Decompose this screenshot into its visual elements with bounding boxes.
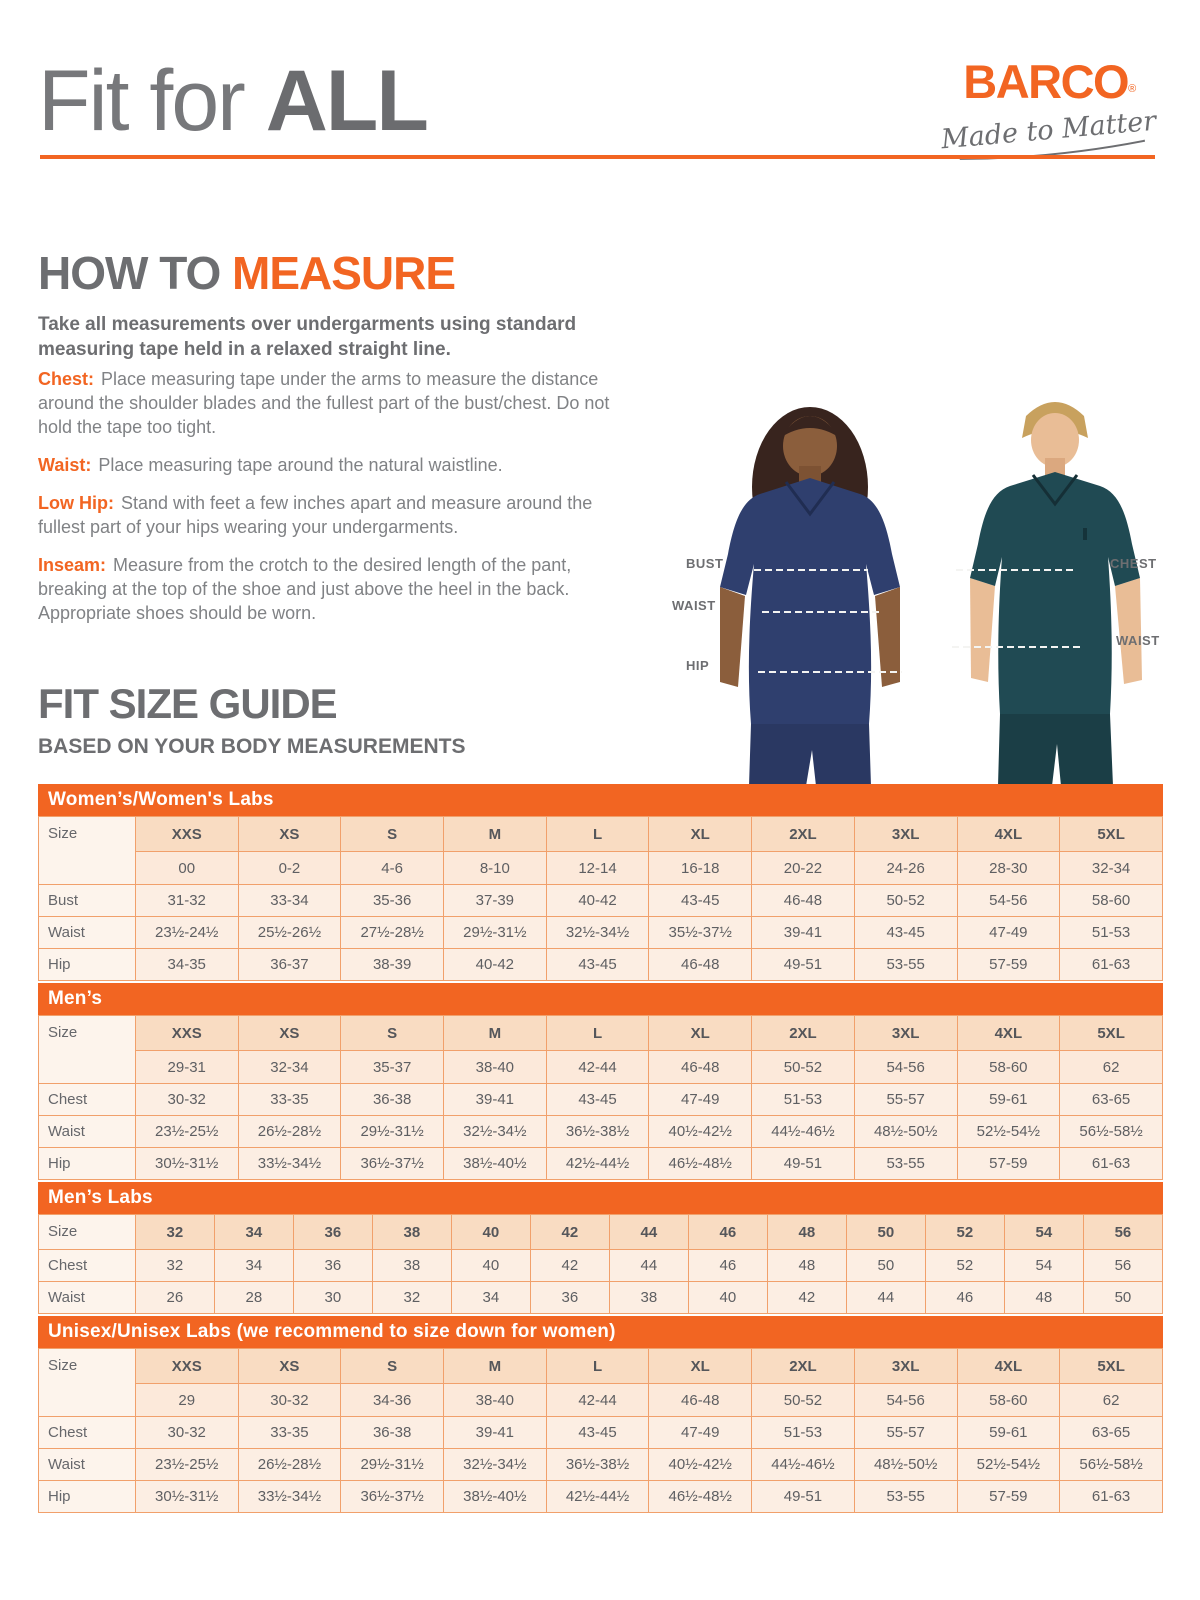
size-header-cell: 50 (846, 1215, 925, 1250)
measure-value-cell: 44½-46½ (752, 1116, 855, 1148)
size-range-cell: 35-37 (341, 1051, 444, 1084)
size-header-cell: XS (238, 1016, 341, 1051)
measure-value-cell: 42½-44½ (546, 1148, 649, 1180)
measure-value-cell: 49-51 (752, 1148, 855, 1180)
measure-value-cell: 43-45 (546, 1417, 649, 1449)
waist-right-label: WAIST (1116, 633, 1160, 648)
size-header-cell: S (341, 1349, 444, 1384)
measure-value-cell: 38½-40½ (443, 1481, 546, 1513)
measure-value-cell: 53-55 (854, 1148, 957, 1180)
measure-value-cell: 42 (767, 1282, 846, 1314)
size-range-cell: 4-6 (341, 852, 444, 885)
measure-value-cell: 40½-42½ (649, 1116, 752, 1148)
measure-value-cell: 40 (688, 1282, 767, 1314)
measure-value-cell: 61-63 (1060, 1148, 1163, 1180)
size-range-cell: 42-44 (546, 1384, 649, 1417)
step-waist: Waist: Place measuring tape around the natural waistline. (38, 454, 503, 475)
measure-value-cell: 37-39 (443, 885, 546, 917)
size-header-cell: L (546, 1016, 649, 1051)
size-header-cell: M (443, 1016, 546, 1051)
size-header-cell: L (546, 1349, 649, 1384)
size-header-cell: 3XL (854, 1349, 957, 1384)
size-header-cell: 34 (214, 1215, 293, 1250)
models-illustration (650, 382, 1200, 786)
measure-value-cell: 34 (214, 1250, 293, 1282)
size-header-cell: 46 (688, 1215, 767, 1250)
size-range-cell: 50-52 (752, 1384, 855, 1417)
measure-value-cell: 33-35 (238, 1417, 341, 1449)
size-header-cell: M (443, 1349, 546, 1384)
measure-value-cell: 56 (1083, 1250, 1162, 1282)
measure-value-cell: 52½-54½ (957, 1116, 1060, 1148)
measure-value-cell: 39-41 (752, 917, 855, 949)
model-woman (720, 407, 900, 786)
size-header-cell: 40 (451, 1215, 530, 1250)
hip-label: HIP (686, 658, 710, 673)
size-header-cell: 4XL (957, 1349, 1060, 1384)
size-range-cell: 32-34 (238, 1051, 341, 1084)
measure-value-cell: 44½-46½ (752, 1449, 855, 1481)
measure-value-cell: 50 (1083, 1282, 1162, 1314)
measure-value-cell: 47-49 (957, 917, 1060, 949)
measure-value-cell: 55-57 (854, 1417, 957, 1449)
chest-label: CHEST (1110, 556, 1157, 571)
measure-value-cell: 44 (609, 1250, 688, 1282)
size-header-cell: 48 (767, 1215, 846, 1250)
size-header-cell: 54 (1004, 1215, 1083, 1250)
how-to-measure-heading: HOW TO MEASURE (38, 247, 456, 299)
measure-value-cell: 39-41 (443, 1417, 546, 1449)
measure-value-cell: 38½-40½ (443, 1148, 546, 1180)
measure-value-cell: 61-63 (1060, 1481, 1163, 1513)
measure-value-cell: 54-56 (957, 885, 1060, 917)
measure-value-cell: 50 (846, 1250, 925, 1282)
measure-value-cell: 51-53 (752, 1417, 855, 1449)
size-tables (38, 784, 1163, 1515)
size-header-cell: 52 (925, 1215, 1004, 1250)
measure-value-cell: 57-59 (957, 1481, 1060, 1513)
size-range-cell: 00 (135, 852, 238, 885)
size-header-cell: XS (238, 817, 341, 852)
measure-value-cell: 63-65 (1060, 1417, 1163, 1449)
size-header-cell: 5XL (1060, 1349, 1163, 1384)
size-header-cell: 3XL (854, 1016, 957, 1051)
size-range-cell: 29 (135, 1384, 238, 1417)
size-column-label: Size (39, 1215, 136, 1250)
size-range-cell: 58-60 (957, 1051, 1060, 1084)
measure-value-cell: 40-42 (546, 885, 649, 917)
measure-value-cell: 63-65 (1060, 1084, 1163, 1116)
size-range-cell: 50-52 (752, 1051, 855, 1084)
size-range-cell: 42-44 (546, 1051, 649, 1084)
size-header-cell: 56 (1083, 1215, 1162, 1250)
measure-row-label: Waist (39, 1449, 136, 1481)
size-table-section (38, 983, 1163, 1180)
step-low-hip: Low Hip: Stand with feet a few inches apart and measure around the fullest part of your hips wearing your undergarments. (38, 492, 593, 537)
size-range-cell: 28-30 (957, 852, 1060, 885)
size-header-cell: 5XL (1060, 1016, 1163, 1051)
size-range-cell: 32-34 (1060, 852, 1163, 885)
size-range-cell: 62 (1060, 1384, 1163, 1417)
measure-value-cell: 51-53 (752, 1084, 855, 1116)
size-header-cell: XS (238, 1349, 341, 1384)
table-title-band: Unisex/Unisex Labs (we recommend to size down for women) (38, 1316, 1163, 1348)
size-header-cell: 4XL (957, 817, 1060, 852)
table-title-band: Women’s/Women's Labs (38, 784, 1163, 816)
fit-size-guide-heading: FIT SIZE GUIDE (38, 680, 337, 727)
barco-logo (940, 55, 1158, 163)
size-range-cell: 12-14 (546, 852, 649, 885)
measure-value-cell: 36 (530, 1282, 609, 1314)
measure-value-cell: 40 (451, 1250, 530, 1282)
measure-value-cell: 43-45 (546, 949, 649, 981)
size-range-cell: 24-26 (854, 852, 957, 885)
measure-value-cell: 43-45 (854, 917, 957, 949)
measure-value-cell: 23½-24½ (135, 917, 238, 949)
measure-value-cell: 57-59 (957, 1148, 1060, 1180)
measure-value-cell: 35-36 (341, 885, 444, 917)
size-range-cell: 38-40 (443, 1384, 546, 1417)
size-header-cell: S (341, 817, 444, 852)
measure-value-cell: 33-34 (238, 885, 341, 917)
measure-value-cell: 56½-58½ (1060, 1449, 1163, 1481)
size-header-cell: XXS (135, 817, 238, 852)
measure-value-cell: 30-32 (135, 1417, 238, 1449)
measure-steps (38, 368, 643, 639)
measure-value-cell: 38-39 (341, 949, 444, 981)
measure-value-cell: 29½-31½ (443, 917, 546, 949)
page-title-regular: Fit for (38, 53, 266, 149)
measure-row-label: Waist (39, 917, 136, 949)
size-range-cell: 38-40 (443, 1051, 546, 1084)
measure-value-cell: 40½-42½ (649, 1449, 752, 1481)
measure-value-cell: 43-45 (546, 1084, 649, 1116)
measure-value-cell: 36½-37½ (341, 1148, 444, 1180)
measure-value-cell: 23½-25½ (135, 1449, 238, 1481)
size-range-cell: 46-48 (649, 1051, 752, 1084)
measure-row-label: Hip (39, 1481, 136, 1513)
measure-value-cell: 23½-25½ (135, 1116, 238, 1148)
bust-label: BUST (686, 556, 724, 571)
measure-value-cell: 29½-31½ (341, 1116, 444, 1148)
measure-value-cell: 50-52 (854, 885, 957, 917)
measure-value-cell: 42 (530, 1250, 609, 1282)
measure-value-cell: 56½-58½ (1060, 1116, 1163, 1148)
size-range-cell: 54-56 (854, 1384, 957, 1417)
size-range-cell: 34-36 (341, 1384, 444, 1417)
page-title-bold: ALL (265, 53, 427, 149)
measure-value-cell: 40-42 (443, 949, 546, 981)
measure-row-label: Waist (39, 1116, 136, 1148)
measure-value-cell: 42½-44½ (546, 1481, 649, 1513)
measure-value-cell: 48 (767, 1250, 846, 1282)
measure-value-cell: 30 (293, 1282, 372, 1314)
size-table-section (38, 1316, 1163, 1513)
size-header-cell: 36 (293, 1215, 372, 1250)
size-table-section (38, 784, 1163, 981)
size-header-cell: 44 (609, 1215, 688, 1250)
measure-value-cell: 46 (925, 1282, 1004, 1314)
size-header-cell: M (443, 817, 546, 852)
size-header-cell: 3XL (854, 817, 957, 852)
size-table (38, 1015, 1163, 1180)
table-title-band: Men’s Labs (38, 1182, 1163, 1214)
measure-value-cell: 36½-38½ (546, 1449, 649, 1481)
size-range-cell: 29-31 (135, 1051, 238, 1084)
measure-value-cell: 34-35 (135, 949, 238, 981)
measure-value-cell: 54 (1004, 1250, 1083, 1282)
measure-value-cell: 55-57 (854, 1084, 957, 1116)
size-table (38, 1348, 1163, 1513)
measure-value-cell: 36½-38½ (546, 1116, 649, 1148)
measure-value-cell: 36-38 (341, 1417, 444, 1449)
measure-row-label: Waist (39, 1282, 136, 1314)
measure-value-cell: 33½-34½ (238, 1481, 341, 1513)
measure-value-cell: 30-32 (135, 1084, 238, 1116)
measure-value-cell: 49-51 (752, 1481, 855, 1513)
measure-value-cell: 36-38 (341, 1084, 444, 1116)
measure-value-cell: 46-48 (649, 949, 752, 981)
size-range-cell: 58-60 (957, 1384, 1060, 1417)
measure-value-cell: 61-63 (1060, 949, 1163, 981)
measure-value-cell: 39-41 (443, 1084, 546, 1116)
size-header-cell: XXS (135, 1349, 238, 1384)
measure-value-cell: 31-32 (135, 885, 238, 917)
measure-value-cell: 33-35 (238, 1084, 341, 1116)
measure-value-cell: 48½-50½ (854, 1116, 957, 1148)
measure-intro-text: Take all measurements over undergarments using standard measuring tape held in a relaxed straight line. (38, 314, 577, 361)
size-header-cell: 42 (530, 1215, 609, 1250)
measure-value-cell: 38 (372, 1250, 451, 1282)
measure-value-cell: 46-48 (752, 885, 855, 917)
size-range-cell: 54-56 (854, 1051, 957, 1084)
size-header-cell: L (546, 817, 649, 852)
measure-value-cell: 32½-34½ (443, 1449, 546, 1481)
size-range-cell: 30-32 (238, 1384, 341, 1417)
measure-value-cell: 52 (925, 1250, 1004, 1282)
measure-value-cell: 51-53 (1060, 917, 1163, 949)
size-header-cell: 2XL (752, 1349, 855, 1384)
measure-row-label: Hip (39, 949, 136, 981)
brand-wordmark: BARCO® (963, 55, 1135, 108)
measure-value-cell: 46½-48½ (649, 1148, 752, 1180)
measure-value-cell: 47-49 (649, 1417, 752, 1449)
size-header-cell: 2XL (752, 817, 855, 852)
measure-value-cell: 48 (1004, 1282, 1083, 1314)
measure-value-cell: 36½-37½ (341, 1481, 444, 1513)
measure-value-cell: 43-45 (649, 885, 752, 917)
measure-row-label: Chest (39, 1084, 136, 1116)
measure-value-cell: 29½-31½ (341, 1449, 444, 1481)
orange-divider-rule (40, 155, 1155, 159)
model-man (970, 402, 1142, 786)
measure-value-cell: 53-55 (854, 1481, 957, 1513)
size-range-cell: 0-2 (238, 852, 341, 885)
measure-value-cell: 32 (372, 1282, 451, 1314)
measure-value-cell: 57-59 (957, 949, 1060, 981)
table-title-band: Men’s (38, 983, 1163, 1015)
size-header-cell: XL (649, 817, 752, 852)
size-range-cell: 62 (1060, 1051, 1163, 1084)
measure-value-cell: 32½-34½ (443, 1116, 546, 1148)
size-header-cell: 32 (135, 1215, 214, 1250)
measure-row-label: Chest (39, 1417, 136, 1449)
registered-mark-icon: ® (1128, 83, 1135, 95)
size-range-cell: 8-10 (443, 852, 546, 885)
measure-value-cell: 32 (135, 1250, 214, 1282)
size-range-cell: 46-48 (649, 1384, 752, 1417)
measure-value-cell: 30½-31½ (135, 1148, 238, 1180)
measure-value-cell: 47-49 (649, 1084, 752, 1116)
size-header-cell: S (341, 1016, 444, 1051)
size-header-cell: XL (649, 1349, 752, 1384)
measure-value-cell: 59-61 (957, 1084, 1060, 1116)
size-header-cell: XL (649, 1016, 752, 1051)
waist-left-label: WAIST (672, 598, 716, 613)
measure-value-cell: 38 (609, 1282, 688, 1314)
size-column-label: Size (39, 817, 136, 885)
fit-size-guide-subheading: BASED ON YOUR BODY MEASUREMENTS (38, 735, 466, 758)
size-header-cell: 38 (372, 1215, 451, 1250)
size-table-section (38, 1182, 1163, 1314)
measure-value-cell: 26½-28½ (238, 1449, 341, 1481)
size-header-cell: XXS (135, 1016, 238, 1051)
measure-value-cell: 46½-48½ (649, 1481, 752, 1513)
size-header-cell: 2XL (752, 1016, 855, 1051)
size-column-label: Size (39, 1349, 136, 1417)
size-range-cell: 20-22 (752, 852, 855, 885)
measure-value-cell: 49-51 (752, 949, 855, 981)
measure-value-cell: 59-61 (957, 1417, 1060, 1449)
models-photo (650, 382, 1200, 786)
measure-value-cell: 30½-31½ (135, 1481, 238, 1513)
size-table (38, 1214, 1163, 1314)
measure-value-cell: 46 (688, 1250, 767, 1282)
measure-value-cell: 27½-28½ (341, 917, 444, 949)
measure-value-cell: 53-55 (854, 949, 957, 981)
size-column-label: Size (39, 1016, 136, 1084)
measure-value-cell: 58-60 (1060, 885, 1163, 917)
measure-value-cell: 48½-50½ (854, 1449, 957, 1481)
measure-value-cell: 36 (293, 1250, 372, 1282)
size-table (38, 816, 1163, 981)
measure-value-cell: 36-37 (238, 949, 341, 981)
size-header-cell: 5XL (1060, 817, 1163, 852)
measure-value-cell: 52½-54½ (957, 1449, 1060, 1481)
measure-value-cell: 32½-34½ (546, 917, 649, 949)
measure-row-label: Hip (39, 1148, 136, 1180)
measure-value-cell: 26 (135, 1282, 214, 1314)
brand-tagline-text: Made to Matter (940, 105, 1158, 156)
page-title (38, 52, 427, 151)
step-inseam: Inseam: Measure from the crotch to the desired length of the pant, breaking at the top of the shoe and just above the heel in the back. Appropriate shoes should be worn. (38, 554, 572, 623)
measure-value-cell: 44 (846, 1282, 925, 1314)
measure-row-label: Bust (39, 885, 136, 917)
measure-value-cell: 28 (214, 1282, 293, 1314)
measure-value-cell: 25½-26½ (238, 917, 341, 949)
measure-value-cell: 34 (451, 1282, 530, 1314)
size-range-cell: 16-18 (649, 852, 752, 885)
step-chest: Chest: Place measuring tape under the arms to measure the distance around the shoulder blades and the fullest part of the bust/chest. Do not hold the tape too tight. (38, 369, 610, 437)
measure-value-cell: 35½-37½ (649, 917, 752, 949)
measure-row-label: Chest (39, 1250, 136, 1282)
measure-value-cell: 26½-28½ (238, 1116, 341, 1148)
size-header-cell: 4XL (957, 1016, 1060, 1051)
measure-value-cell: 33½-34½ (238, 1148, 341, 1180)
